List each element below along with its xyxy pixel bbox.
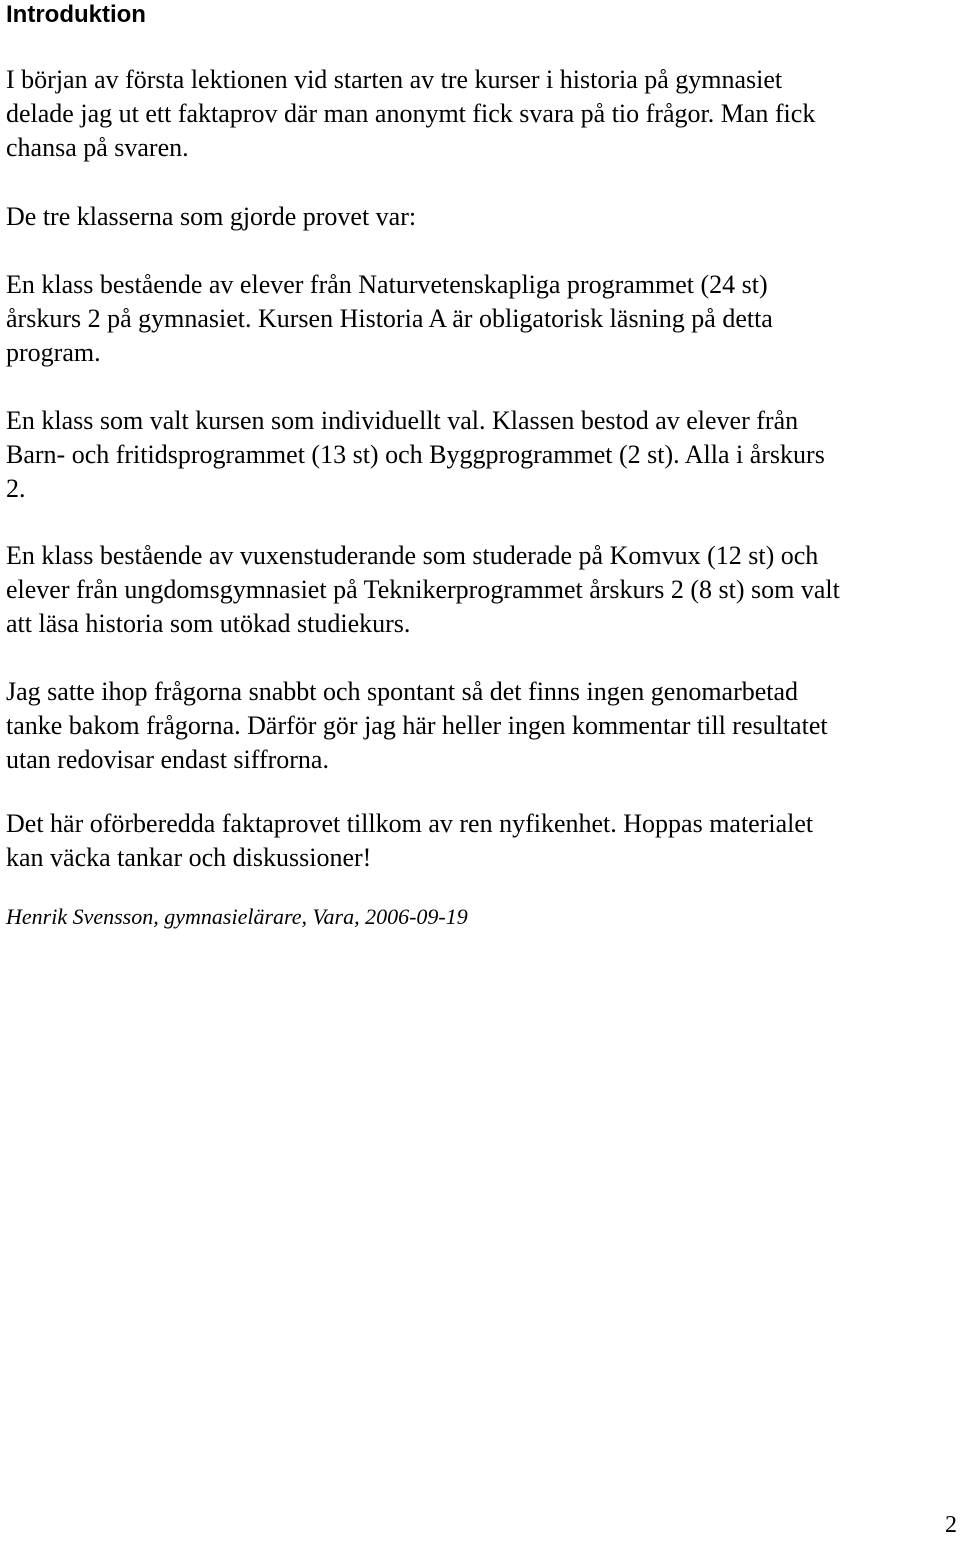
text-line: delade jag ut ett faktaprov där man anonymt fick svara på tio frågor. Man fick (6, 99, 816, 128)
text-line: elever från ungdomsgymnasiet på Teknikerprogrammet årskurs 2 (8 st) som valt (6, 575, 840, 604)
text-line: En klass bestående av vuxenstuderande som studerade på Komvux (12 st) och (6, 541, 819, 570)
text-line: chansa på svaren. (6, 133, 189, 162)
text-line: En klass som valt kursen som individuellt val. Klassen bestod av elever från (6, 406, 799, 435)
text-line: Barn- och fritidsprogrammet (13 st) och Byggprogrammet (2 st). Alla i årskurs (6, 440, 825, 469)
text-line: kan väcka tankar och diskussioner! (6, 843, 372, 872)
paragraph-intro (6, 63, 958, 165)
paragraph-method (6, 675, 958, 777)
text-line: att läsa historia som utökad studiekurs. (6, 609, 411, 638)
paragraph-class-three (6, 539, 958, 641)
text-line: Det här oförberedda faktaprovet tillkom av ren nyfikenhet. Hoppas materialet (6, 809, 814, 838)
page-number: 2 (945, 1512, 957, 1538)
text-line: årskurs 2 på gymnasiet. Kursen Historia A är obligatorisk läsning på detta (6, 304, 773, 333)
text-line: De tre klasserna som gjorde provet var: (6, 202, 417, 231)
text-line: En klass bestående av elever från Naturvetenskapliga programmet (24 st) (6, 270, 768, 299)
text-line: Jag satte ihop frågorna snabbt och spontant så det finns ingen genomarbetad (6, 677, 799, 706)
author-signature: Henrik Svensson, gymnasielärare, Vara, 2006-09-19 (6, 904, 468, 929)
paragraph-classes-intro (6, 200, 958, 234)
text-line: utan redovisar endast siffrorna. (6, 745, 329, 774)
text-line: 2. (6, 474, 26, 503)
paragraph-class-one (6, 268, 958, 370)
text-line: tanke bakom frågorna. Därför gör jag här heller ingen kommentar till resultatet (6, 711, 828, 740)
text-line: I början av första lektionen vid starten av tre kurser i historia på gymnasiet (6, 65, 783, 94)
paragraph-closing (6, 807, 958, 875)
text-line: program. (6, 338, 101, 367)
paragraph-class-two (6, 404, 958, 506)
page-title: Introduktion (6, 1, 146, 28)
